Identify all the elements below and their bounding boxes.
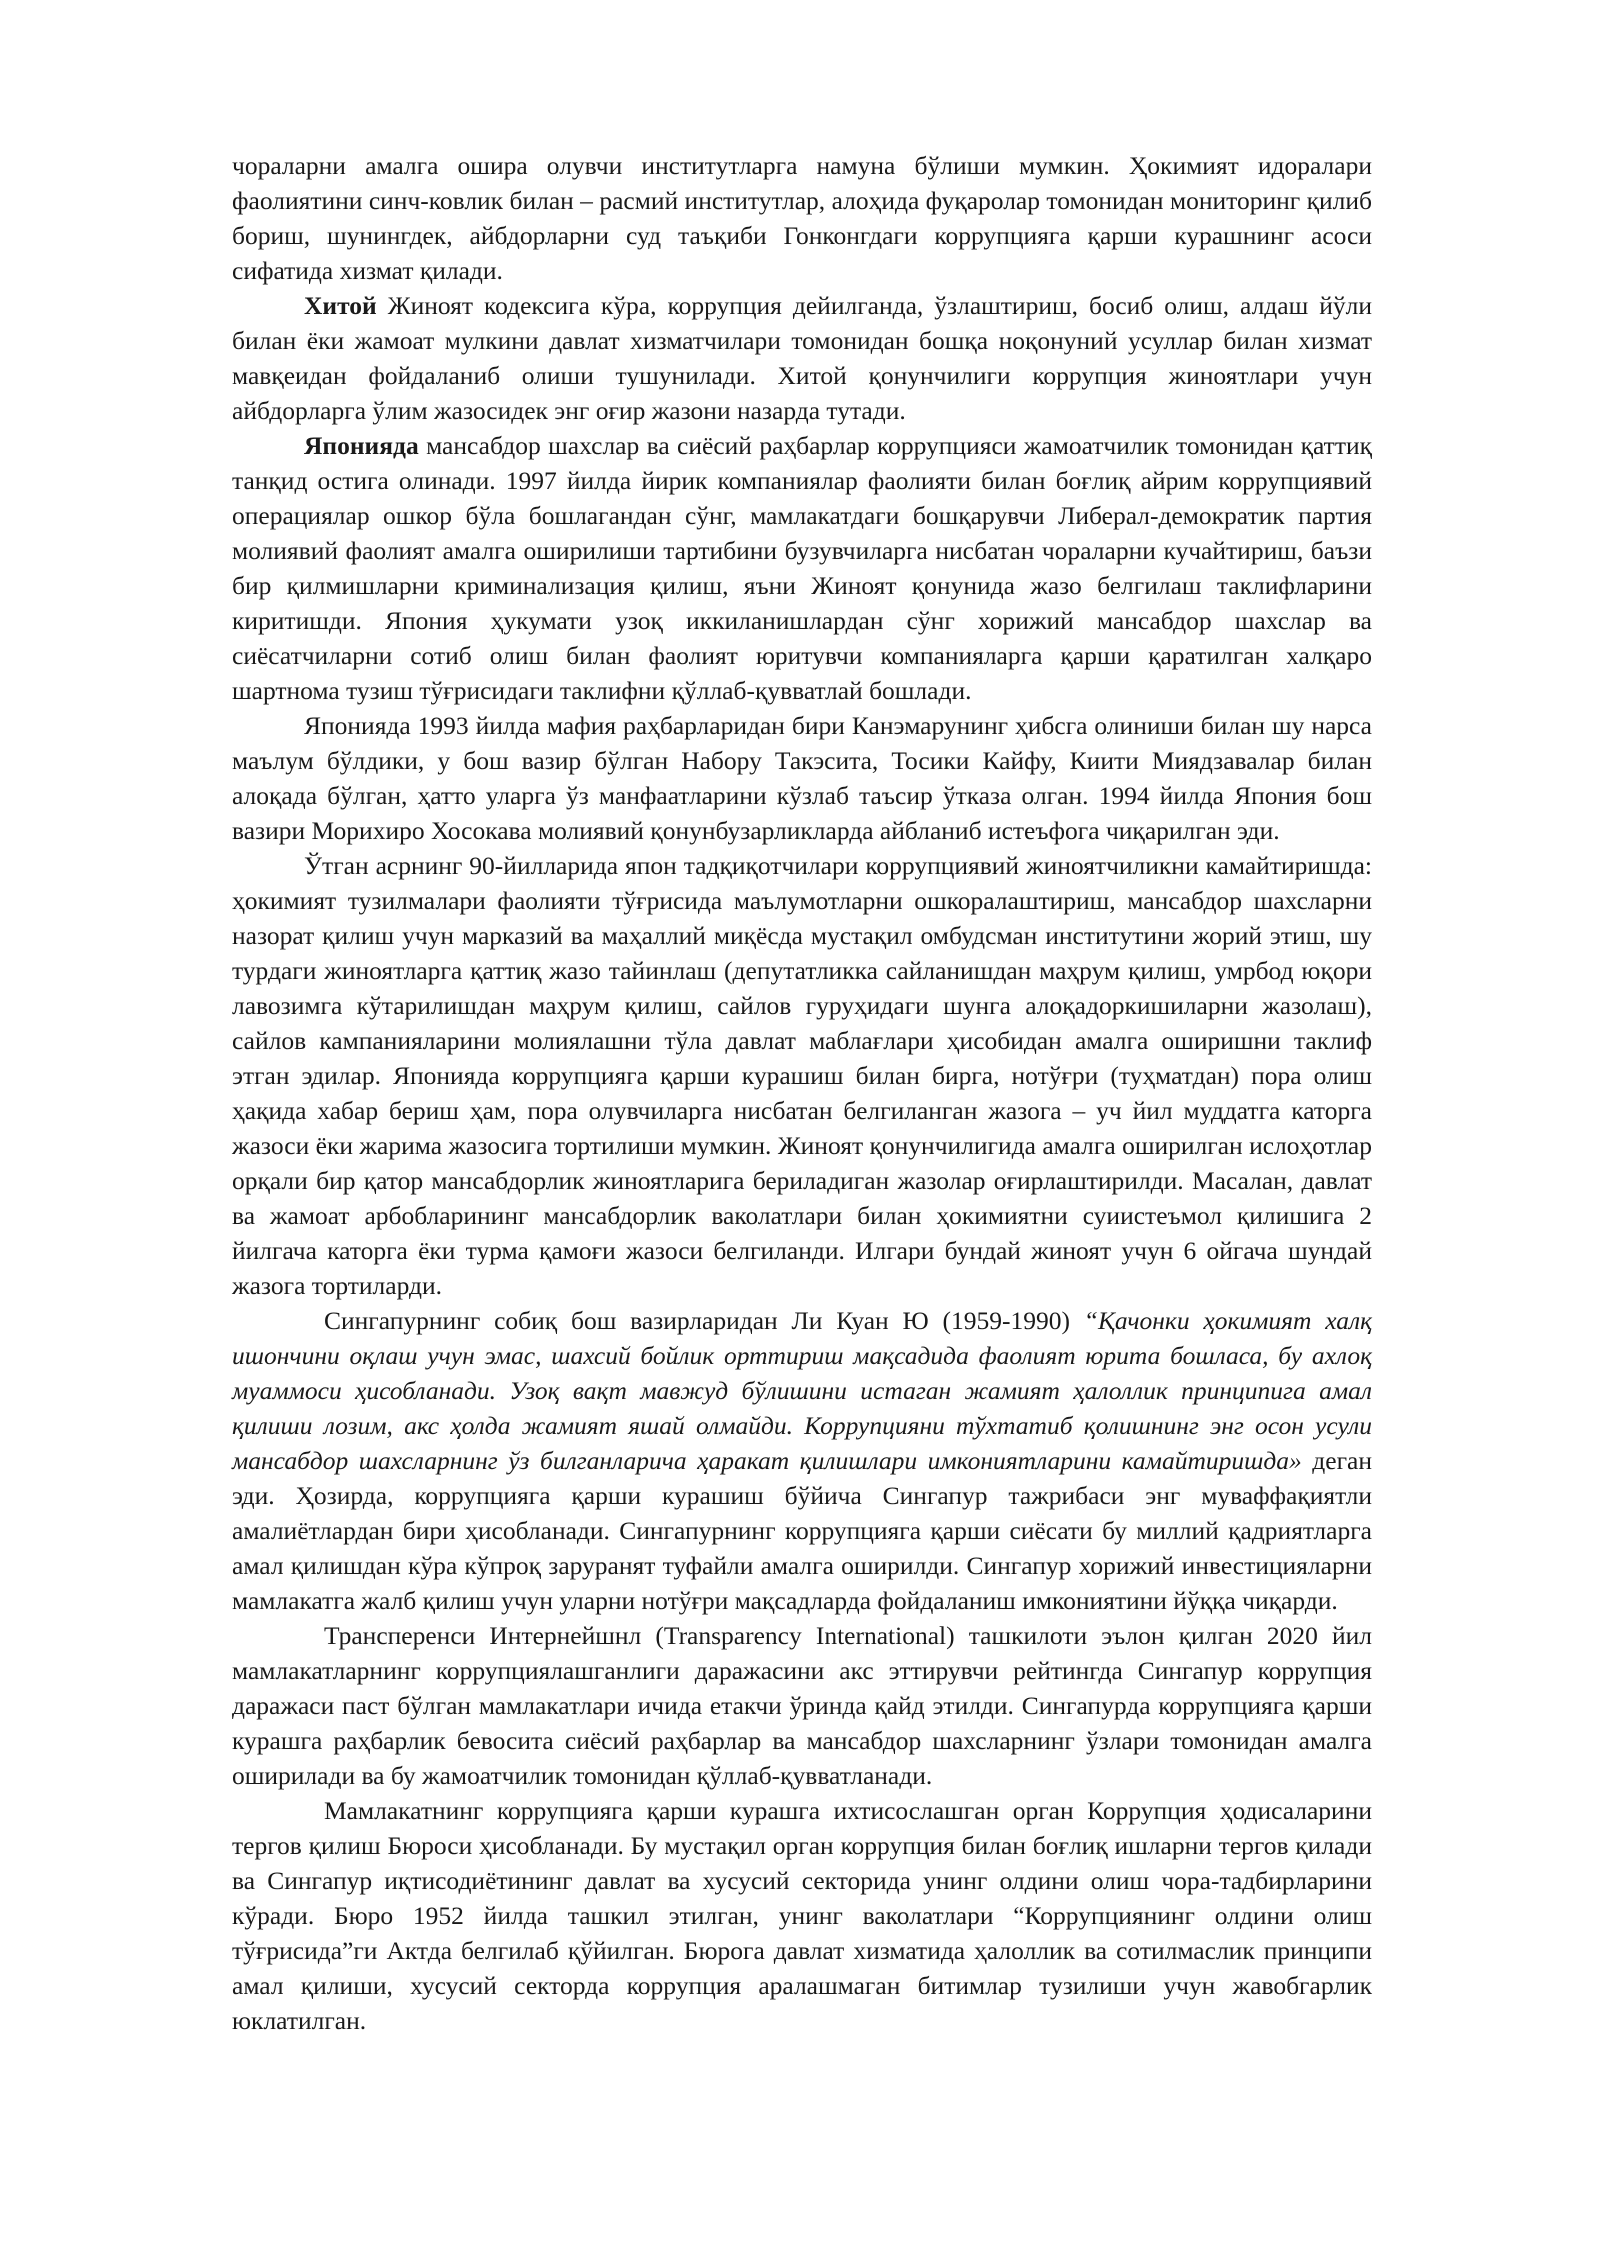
paragraph-lead: Хитой xyxy=(304,291,377,320)
paragraph-transparency xyxy=(232,1618,1372,1793)
paragraph-text: Ўтган асрнинг 90-йилларида япон тадқиқотчилари коррупциявий жиноятчиликни камайтиришда: ҳокимият тузилмалари фаолияти тўғрисида маълумотларни ошкоралаштириш, мансабдор шахсларни назорат қилиш учун марказий ва маҳаллий миқёсда мустақил омбудсман институтини жорий этиш, шу турдаги жиноятларга қаттиқ жазо тайинлаш (депутатликка сайланишдан маҳрум қилиш, умрбод юқори лавозимга кўтарилишдан маҳрум қилиш, сайлов гуруҳидаги шунга алоқадоркишиларни жазолаш), сайлов кампанияларини молиялашни тўла давлат маблағлари ҳисобидан амалга оширишни таклиф этган эдилар. Японияда коррупцияга қарши курашиш билан бирга, нотўғри (туҳматдан) пора олиш ҳақида хабар бериш ҳам, пора олувчиларга нисбатан белгиланган жазога – уч йил муддатга каторга жазоси ёки жарима жазосига тортилиши мумкин. Жиноят қонунчилигида амалга оширилган ислоҳотлар орқали бир қатор мансабдорлик жиноятларига бериладиган жазолар оғирлаштирилди. Масалан, давлат ва жамоат арбобларининг мансабдорлик ваколатлари билан ҳокимиятни суиистеъмол қилишига 2 йилгача каторга ёки турма қамоғи жазоси белгиланди. Илгари бундай жиноят учун 6 ойгача шундай жазога тортиларди. xyxy=(232,851,1372,1300)
paragraph-text: Мамлакатнинг коррупцияга қарши курашга ихтисослашган орган Коррупция ҳодисаларини тергов қилиш Бюроси ҳисобланади. Бу мустақил орган коррупция билан боғлиқ ишларни тергов қилади ва Сингапур иқтисодиётининг давлат ва хусусий секторида унинг олдини олиш чора-тадбирларини кўради. Бюро 1952 йилда ташкил этилган, унинг ваколатлари “Коррупциянинг олдини олиш тўғрисида”ги Актда белгилаб қўйилган. Бюрога давлат хизматида ҳалоллик ва сотилмаслик принципи амал қилиши, хусусий секторда коррупция аралашмаган битимлар тузилиши учун жавобгарлик юклатилган. xyxy=(232,1796,1372,2035)
paragraph-bureau xyxy=(232,1793,1372,2038)
paragraph-text-before: Сингапурнинг собиқ бош вазирларидан Ли Куан Ю (1959-1990) xyxy=(324,1306,1084,1335)
paragraph-quote: “Қачонки ҳокимият халқ ишончини оқлаш учун эмас, шахсий бойлик орттириш мақсадида фаолият юрита бошласа, бу ахлоқ муаммоси ҳисобланади. Узоқ вақт мавжуд бўлишини истаган жамият ҳалоллик принципига амал қилиши лозим, акс ҳолда жамият яшай олмайди. Коррупцияни тўхтатиб қолишнинг энг осон усули мансабдор шахсларнинг ўз билганларича ҳаракат қилишлари имкониятларини камайтиришда» xyxy=(232,1306,1372,1475)
paragraph-text: Японияда 1993 йилда мафия раҳбарларидан бири Канэмарунинг ҳибсга олиниши билан шу нарса маълум бўлдики, у бош вазир бўлган Набору Такэсита, Тосики Кайфу, Киити Миядзавалар билан алоқада бўлган, ҳатто уларга ўз манфаатларини кўзлаб таъсир ўтказа олган. 1994 йилда Япония бош вазири Морихиро Хосокава молиявий қонунбузарликларда айбланиб истеъфога чиқарилган эди. xyxy=(232,711,1372,845)
paragraph-text: Трансперенси Интернейшнл (Transparency International) ташкилоти эълон қилган 2020 йил мамлакатларнинг коррупциялашганлиги даражасини акс эттирувчи рейтингда Сингапур коррупция даражаси паст бўлган мамлакатлари ичида етакчи ўринда қайд этилди. Сингапурда коррупцияга қарши курашга раҳбарлик бевосита сиёсий раҳбарлар ва мансабдор шахсларнинг ўзлари томонидан амалга оширилади ва бу жамоатчилик томонидан қўллаб-қувватланади. xyxy=(232,1621,1372,1790)
paragraph-text-after: деган эди. Ҳозирда, коррупцияга қарши курашиш бўйича Сингапур тажрибаси энг муваффақиятли амалиётлардан бири ҳисобланади. Сингапурнинг коррупцияга қарши сиёсати бу миллий қадриятларга амал қилишдан кўра кўпроқ заруранят туфайли амалга оширилди. Сингапур хорижий инвестицияларни мамлакатга жалб қилиш учун уларни нотўғри мақсадларда фойдаланиш имкониятини йўққа чиқарди. xyxy=(232,1446,1372,1615)
paragraph-china xyxy=(232,288,1372,428)
paragraph-singapore-quote xyxy=(232,1303,1372,1618)
paragraph-japan xyxy=(232,428,1372,708)
document-page xyxy=(232,148,1372,2038)
paragraph-japan-1993 xyxy=(232,708,1372,848)
paragraph-hong-kong xyxy=(232,148,1372,288)
paragraph-text: Жиноят кодексига кўра, коррупция дейилганда, ўзлаштириш, босиб олиш, алдаш йўли билан ёки жамоат мулкини давлат хизматчилари томонидан бошқа ноқонуний усуллар билан хизмат мавқеидан фойдаланиб олиши тушунилади. Хитой қонунчилиги коррупция жиноятлари учун айбдорларга ўлим жазосидек энг оғир жазони назарда тутади. xyxy=(232,291,1372,425)
paragraph-text: мансабдор шахслар ва сиёсий раҳбарлар коррупцияси жамоатчилик томонидан қаттиқ танқид остига олинади. 1997 йилда йирик компаниялар фаолияти билан боғлиқ айрим коррупциявий операциялар ошкор бўла бошлагандан сўнг, мамлакатдаги бошқарувчи Либерал-демократик партия молиявий фаолият амалга оширилиши тартибини бузувчиларга нисбатан чораларни кучайтириш, баъзи бир қилмишларни криминализация қилиш, яъни Жиноят қонунида жазо белгилаш таклифларини киритишди. Япония ҳукумати узоқ иккиланишлардан сўнг хорижий мансабдор шахслар ва сиёсатчиларни сотиб олиш билан фаолият юритувчи компанияларга қарши қаратилган халқаро шартнома тузиш тўғрисидаги таклифни қўллаб-қувватлай бошлади. xyxy=(232,431,1372,705)
paragraph-japan-90s xyxy=(232,848,1372,1303)
paragraph-text: чораларни амалга ошира олувчи институтларга намуна бўлиши мумкин. Ҳокимият идоралари фаолиятини синч-ковлик билан – расмий институтлар, алоҳида фуқаролар томонидан мониторинг қилиб бориш, шунингдек, айбдорларни суд таъқиби Гонконгдаги коррупцияга қарши курашнинг асоси сифатида хизмат қилади. xyxy=(232,151,1372,285)
paragraph-lead: Японияда xyxy=(304,431,419,460)
